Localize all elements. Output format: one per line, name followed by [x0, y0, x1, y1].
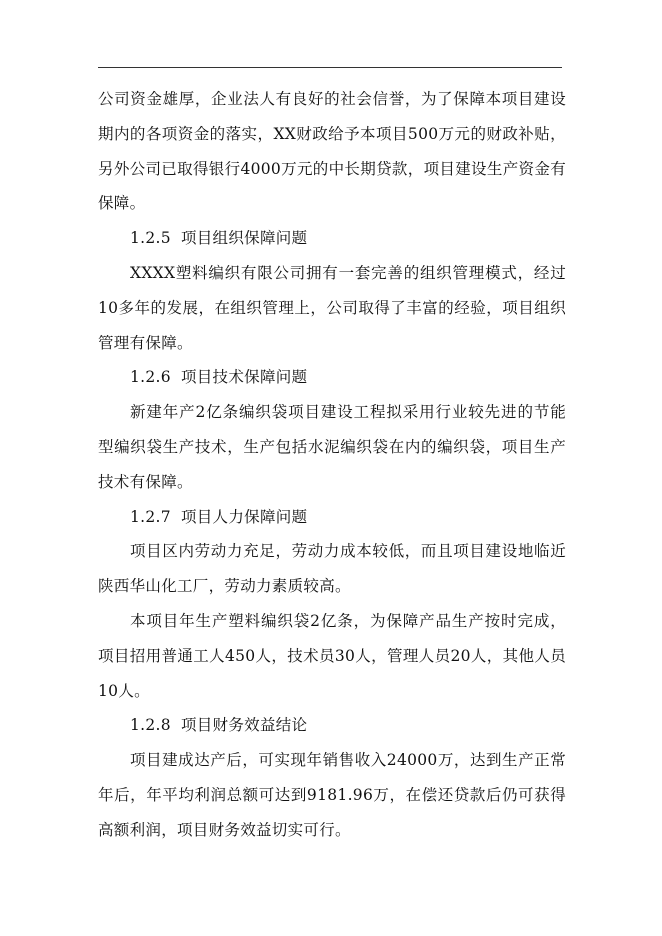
section-number: 1.2.8 — [130, 716, 171, 735]
section-title: 项目财务效益结论 — [180, 716, 308, 735]
section-title: 项目人力保障问题 — [180, 507, 308, 526]
section-number: 1.2.6 — [130, 368, 171, 387]
section-number: 1.2.5 — [130, 229, 171, 248]
section-heading-1-2-8 — [98, 708, 566, 743]
section-heading-1-2-5 — [98, 221, 566, 256]
paragraph-funding: 公司资金雄厚，企业法人有良好的社会信誉，为了保障本项目建设期内的各项资金的落实，XX财政给予本项目500万元的财政补贴，另外公司已取得银行4000万元的中长期贷款，项目建设生产资金有保障。 — [98, 90, 566, 213]
paragraph-labor-supply: 项目区内劳动力充足，劳动力成本较低，而且项目建设地临近陕西华山化工厂，劳动力素质较高。 — [98, 542, 566, 596]
paragraph-staffing: 本项目年生产塑料编织袋2亿条，为保障产品生产按时完成，项目招用普通工人450人，技术员30人，管理人员20人，其他人员10人。 — [98, 611, 566, 700]
paragraph-technology: 新建年产2亿条编织袋项目建设工程拟采用行业较先进的节能型编织袋生产技术，生产包括水泥编织袋在内的编织袋，项目生产技术有保障。 — [98, 403, 566, 491]
paragraph-organization: XXXX塑料编织有限公司拥有一套完善的组织管理模式，经过10多年的发展，在组织管理上，公司取得了丰富的经验，项目组织管理有保障。 — [98, 263, 566, 352]
section-heading-1-2-7 — [98, 500, 566, 535]
section-title: 项目技术保障问题 — [180, 368, 308, 387]
header-rule — [98, 67, 562, 68]
paragraph-financial-conclusion: 项目建成达产后，可实现年销售收入24000万，达到生产正常年后，年平均利润总额可达到9181.96万，在偿还贷款后仍可获得高额利润，项目财务效益切实可行。 — [98, 751, 566, 839]
section-heading-1-2-6 — [98, 360, 566, 395]
section-number: 1.2.7 — [130, 507, 171, 526]
document-body — [98, 82, 566, 848]
section-title: 项目组织保障问题 — [180, 229, 308, 248]
